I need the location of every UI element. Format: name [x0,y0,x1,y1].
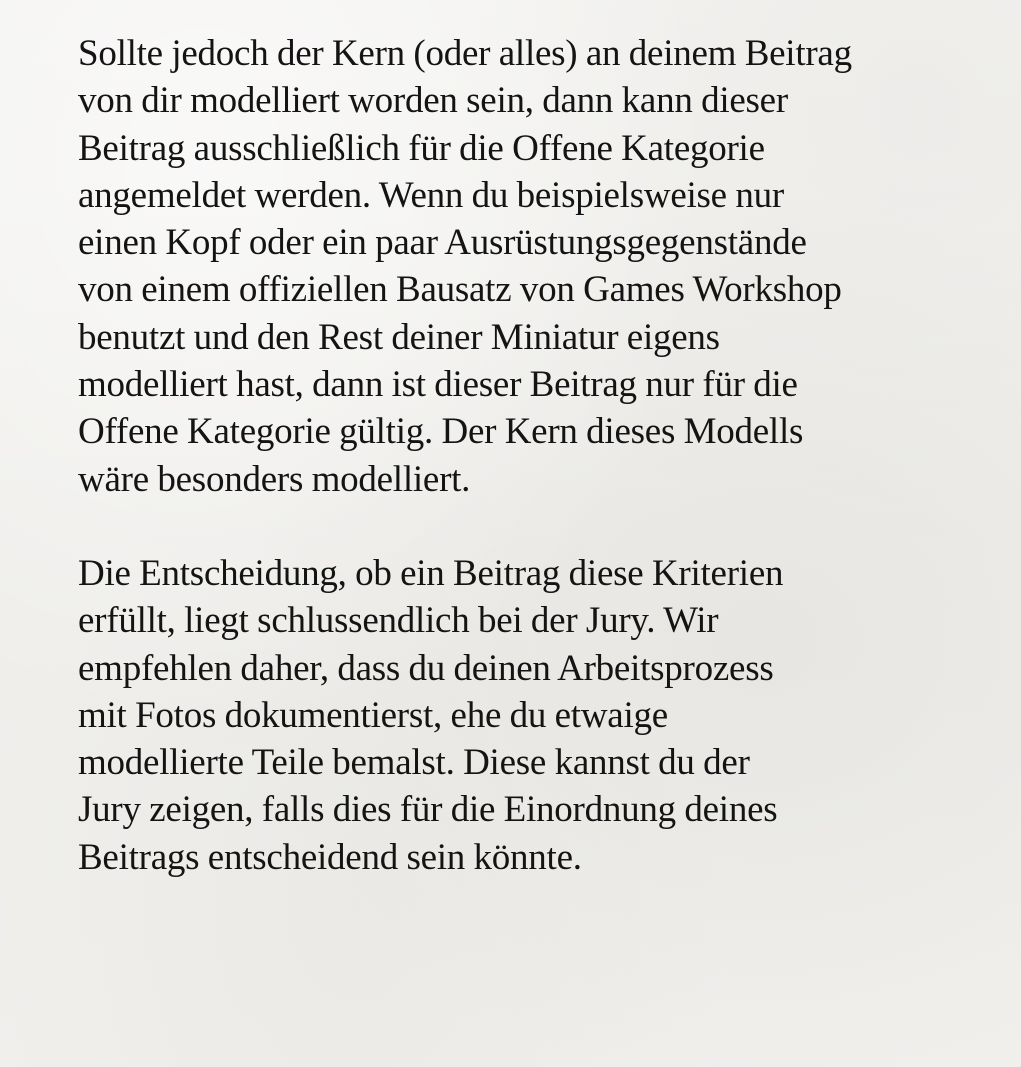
document-body [78,30,1008,881]
text-line: wäre besonders modelliert. [78,458,471,500]
text-line: empfehlen daher, dass du deinen Arbeitsprozess [78,647,774,689]
paragraph-jury-decision [78,550,1008,881]
paragraph-open-category-rule [78,30,1008,503]
text-line: Die Entscheidung, ob ein Beitrag diese Kriterien [78,552,784,594]
text-line: mit Fotos dokumentierst, ehe du etwaige [78,694,668,736]
text-line: Beitrag ausschließlich für die Offene Kategorie [78,127,765,169]
text-line: Sollte jedoch der Kern (oder alles) an deinem Beitrag [78,33,852,74]
text-line: modelliert hast, dann ist dieser Beitrag nur für die [78,364,798,406]
text-line: modellierte Teile bemalst. Diese kannst du der [78,742,750,784]
text-line: erfüllt, liegt schlussendlich bei der Jury. Wir [78,600,719,642]
text-line: von dir modelliert worden sein, dann kann dieser [78,80,788,122]
paragraph-spacer [78,503,1008,550]
text-line: Offene Kategorie gültig. Der Kern dieses Modells [78,411,804,453]
text-line: Beitrags entscheidend sein könnte. [78,836,582,878]
text-line: Jury zeigen, falls dies für die Einordnung deines [78,789,778,831]
text-line: angemeldet werden. Wenn du beispielsweise nur [78,174,784,216]
text-line: von einem offiziellen Bausatz von Games Workshop [78,269,842,311]
text-line: einen Kopf oder ein paar Ausrüstungsgegenstände [78,222,807,264]
text-line: benutzt und den Rest deiner Miniatur eigens [78,316,720,358]
